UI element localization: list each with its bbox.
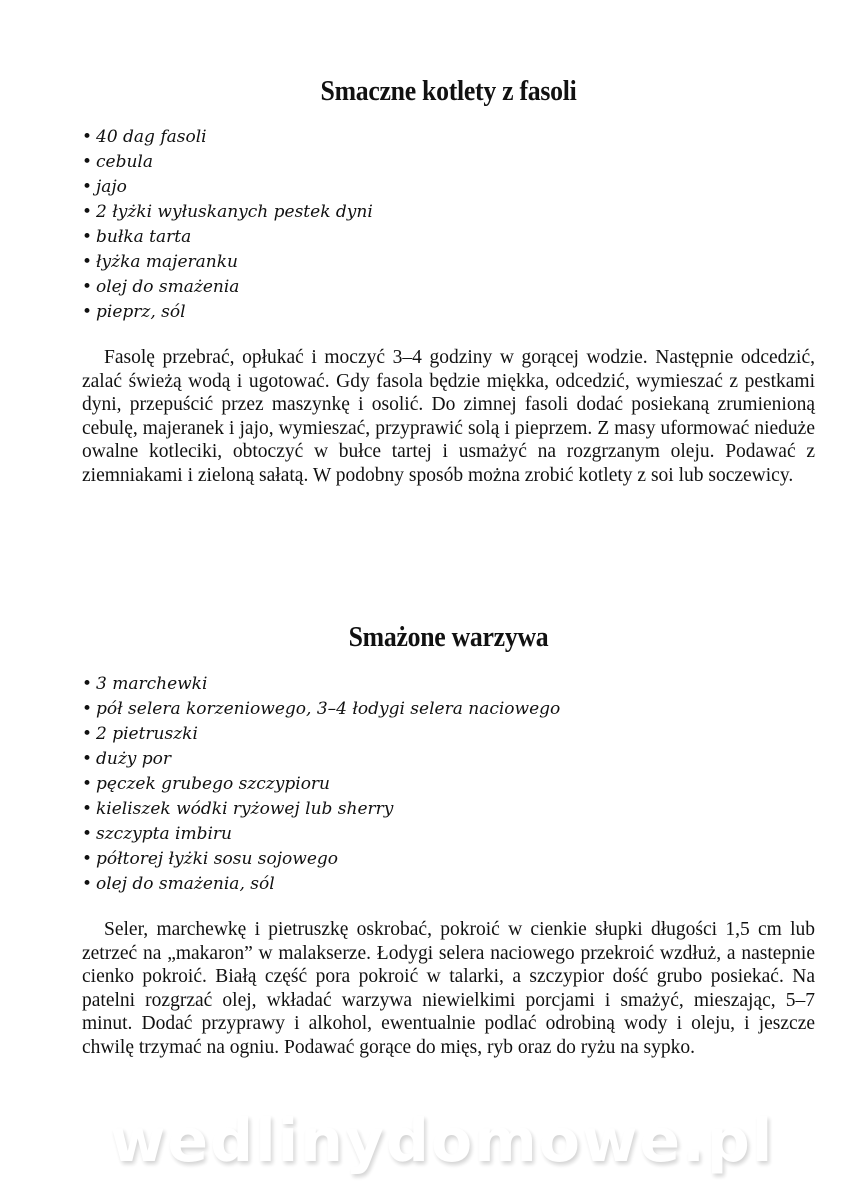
- ingredient-item: [82, 225, 373, 250]
- ingredient-item: [82, 847, 560, 872]
- bullet-icon: •: [82, 127, 93, 147]
- ingredient-item: [82, 200, 373, 225]
- ingredient-text: duży por: [96, 749, 172, 769]
- ingredient-text: pieprz, sól: [96, 302, 186, 322]
- ingredient-text: olej do smażenia: [96, 277, 240, 297]
- bullet-icon: •: [82, 277, 93, 297]
- bullet-icon: •: [82, 252, 93, 272]
- ingredient-text: kieliszek wódki ryżowej lub sherry: [96, 799, 394, 819]
- ingredient-list: [82, 672, 560, 897]
- ingredient-item: [82, 772, 560, 797]
- ingredient-text: 40 dag fasoli: [96, 127, 207, 147]
- bullet-icon: •: [82, 699, 93, 719]
- ingredient-item: [82, 300, 373, 325]
- bullet-icon: •: [82, 177, 93, 197]
- ingredient-list: [82, 125, 373, 325]
- ingredient-item: [82, 672, 560, 697]
- ingredient-item: [82, 250, 373, 275]
- ingredient-text: pęczek grubego szczypioru: [96, 774, 330, 794]
- bullet-icon: •: [82, 824, 93, 844]
- ingredient-item: [82, 747, 560, 772]
- bullet-icon: •: [82, 724, 93, 744]
- recipe-method: Seler, marchewkę i pietruszkę oskrobać, pokroić w cienkie słupki długości 1,5 cm lub zetrzeć na „makaron” w malakserze. Łodygi selera naciowego przekroić wzdłuż, a nastepnie cienko pokroić. Białą część pora pokroić w talarki, a szczypior dość grubo posiekać. Na patelni rozgrzać olej, wkładać warzywa niewielkimi porcjami i smażyć, mieszając, 5–7 minut. Dodać przyprawy i alkohol, ewentualnie podlać odrobiną wody i oleju, i jeszcze chwilę trzymać na ogniu. Podawać gorące do mięs, ryb oraz do ryżu na sypko.: [82, 919, 815, 1058]
- bullet-icon: •: [82, 774, 93, 794]
- ingredient-item: [82, 125, 373, 150]
- ingredient-text: łyżka majeranku: [96, 252, 238, 272]
- bullet-icon: •: [82, 849, 93, 869]
- ingredient-text: olej do smażenia, sól: [96, 874, 275, 894]
- ingredient-item: [82, 275, 373, 300]
- ingredient-text: cebula: [96, 152, 153, 172]
- watermark: wedlinydomowe.pl: [110, 1106, 775, 1176]
- recipe-title: Smażone warzywa: [348, 622, 549, 653]
- bullet-icon: •: [82, 674, 93, 694]
- ingredient-text: jajo: [96, 177, 127, 197]
- ingredient-item: [82, 822, 560, 847]
- bullet-icon: •: [82, 302, 93, 322]
- recipe-method: Fasolę przebrać, opłukać i moczyć 3–4 godziny w gorącej wodzie. Następnie odcedzić, zalać świeżą wodą i ugotować. Gdy fasola będzie miękka, odcedzić, wymieszać z pestkami dyni, przepuścić przez maszynkę i osolić. Do zimnej fasoli dodać posiekaną zrumienioną cebulę, majeranek i jajo, wymieszać, przyprawić solą i pieprzem. Z masy uformować nieduże owalne kotleciki, obtoczyć w bułce tartej i usmażyć na rozgrzanym oleju. Podawać z ziemniakami i zieloną sałatą. W podobny sposób można zrobić kotlety z soi lub soczewicy.: [82, 347, 815, 486]
- ingredient-item: [82, 150, 373, 175]
- ingredient-item: [82, 797, 560, 822]
- ingredient-item: [82, 872, 560, 897]
- ingredient-text: 2 pietruszki: [96, 724, 198, 744]
- bullet-icon: •: [82, 874, 93, 894]
- recipe-title: Smaczne kotlety z fasoli: [320, 76, 577, 107]
- ingredient-text: 3 marchewki: [96, 674, 208, 694]
- ingredient-text: półtorej łyżki sosu sojowego: [96, 849, 339, 869]
- ingredient-item: [82, 722, 560, 747]
- ingredient-item: [82, 697, 560, 722]
- ingredient-text: pół selera korzeniowego, 3–4 łodygi selera naciowego: [96, 699, 561, 719]
- ingredient-text: szczypta imbiru: [96, 824, 232, 844]
- bullet-icon: •: [82, 202, 93, 222]
- ingredient-text: bułka tarta: [96, 227, 192, 247]
- ingredient-text: 2 łyżki wyłuskanych pestek dyni: [96, 202, 373, 222]
- ingredient-item: [82, 175, 373, 200]
- bullet-icon: •: [82, 799, 93, 819]
- bullet-icon: •: [82, 749, 93, 769]
- bullet-icon: •: [82, 152, 93, 172]
- bullet-icon: •: [82, 227, 93, 247]
